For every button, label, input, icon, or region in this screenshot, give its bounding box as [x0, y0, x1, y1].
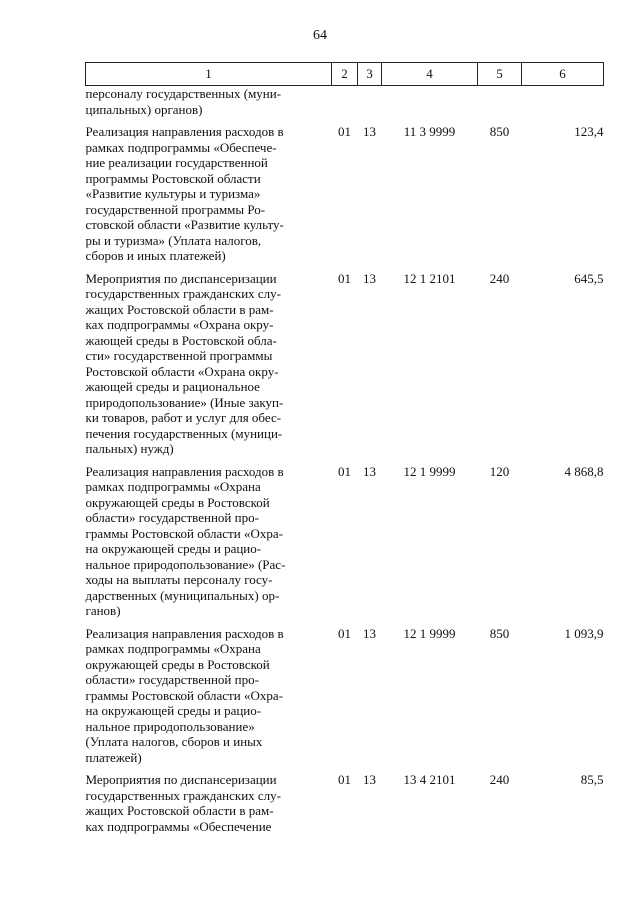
desc-line: Мероприятия по диспансеризации [85, 270, 277, 286]
desc-line: ние реализации государственной [85, 155, 268, 170]
target-article-code: 12 1 2101 [403, 270, 456, 286]
section-code: 01 [338, 772, 351, 787]
table-body [86, 86, 604, 835]
header-col-5: 5 [478, 63, 522, 86]
table-row [86, 772, 604, 834]
desc-line: дарственных (муниципальных) ор- [85, 587, 280, 603]
row-description [86, 271, 332, 457]
subsection-code: 13 [363, 270, 376, 286]
desc-line: стовской области «Развитие культу- [85, 217, 284, 232]
desc-line: окружающей среды в Ростовской [85, 494, 270, 510]
row-description [86, 772, 332, 834]
desc-line: ходы на выплаты персоналу госу- [85, 572, 273, 587]
section-code: 01 [338, 124, 351, 139]
desc-line: государственных гражданских слу- [85, 787, 281, 803]
table-row [86, 626, 604, 766]
desc-line: ках подпрограммы «Охрана окру- [85, 317, 274, 332]
desc-line: сти» государственной программы [85, 348, 273, 363]
amount: 4 868,8 [564, 463, 604, 479]
desc-line: Реализация направления расходов в [85, 463, 284, 479]
continuation-description [86, 86, 332, 118]
desc-line: области» государственной про- [85, 510, 259, 525]
page-number: 64 [313, 28, 327, 43]
desc-line: Реализация направления расходов в [85, 124, 284, 139]
amount: 123,4 [574, 124, 604, 139]
desc-line: рамках подпрограммы «Охрана [85, 641, 261, 656]
subsection-code: 13 [363, 463, 376, 479]
desc-line: жающей среды в Ростовской обла- [85, 332, 277, 348]
target-article-code: 12 1 9999 [403, 625, 456, 641]
desc-line: ры и туризма» (Уплата налогов, [85, 232, 262, 248]
desc-line: пальных) нужд) [85, 441, 174, 456]
subsection-code: 13 [363, 625, 376, 641]
expense-type-code: 240 [489, 270, 510, 286]
desc-line: рамках подпрограммы «Обеспече- [85, 139, 277, 155]
row-description [86, 464, 332, 619]
expense-type-code: 240 [489, 772, 510, 787]
row-description [86, 626, 332, 766]
row-description [86, 124, 332, 264]
budget-table [85, 62, 604, 834]
desc-line: жащих Ростовской области в рам- [85, 803, 274, 818]
desc-line: (Уплата налогов, сборов и иных [85, 734, 263, 749]
expense-type-code: 850 [489, 625, 510, 641]
header-row [86, 63, 604, 86]
desc-line: жающей среды и рациональное [85, 379, 260, 394]
continuation-row [86, 86, 604, 118]
desc-line: Ростовской области «Охрана окру- [85, 363, 279, 379]
subsection-code: 13 [363, 124, 376, 139]
expense-type-code: 120 [489, 463, 510, 479]
header-col-1: 1 [86, 63, 332, 86]
desc-line: государственных гражданских слу- [85, 286, 281, 301]
desc-line: «Развитие культуры и туризма» [85, 186, 261, 201]
desc-line: Реализация направления расходов в [85, 625, 284, 641]
header-col-6: 6 [522, 63, 604, 86]
amount: 1 093,9 [564, 625, 604, 641]
subsection-code: 13 [363, 772, 376, 787]
desc-line: платежей) [85, 749, 142, 765]
section-code: 01 [338, 463, 351, 479]
desc-line: ганов) [85, 603, 121, 618]
desc-line: Мероприятия по диспансеризации [85, 772, 277, 787]
header-col-3: 3 [358, 63, 382, 86]
desc-line: нальное природопользование» (Рас- [85, 556, 286, 572]
header-col-2: 2 [332, 63, 358, 86]
table-row [86, 271, 604, 457]
target-article-code: 13 4 2101 [403, 772, 456, 787]
desc-line: ки товаров, работ и услуг для обес- [85, 410, 282, 425]
section-code: 01 [338, 270, 351, 286]
desc-line: персоналу государственных (муни- [85, 86, 282, 101]
desc-line: области» государственной про- [85, 672, 259, 687]
desc-line: жащих Ростовской области в рам- [85, 301, 274, 317]
amount: 645,5 [574, 270, 604, 286]
amount: 85,5 [580, 772, 604, 787]
desc-line: граммы Ростовской области «Охра- [85, 525, 283, 541]
expense-type-code: 850 [489, 124, 510, 139]
target-article-code: 11 3 9999 [403, 124, 456, 139]
desc-line: программы Ростовской области [85, 170, 261, 186]
desc-line: ках подпрограммы «Обеспечение [85, 818, 272, 834]
desc-line: граммы Ростовской области «Охра- [85, 687, 283, 703]
desc-line: сборов и иных платежей) [85, 248, 226, 263]
table-row [86, 124, 604, 264]
table-row [86, 464, 604, 619]
desc-line: печения государственных (муници- [85, 425, 283, 441]
table-header [86, 63, 604, 86]
desc-line: рамках подпрограммы «Охрана [85, 479, 261, 494]
desc-line: государственной программы Ро- [85, 201, 266, 217]
desc-line: на окружающей среды и рацио- [85, 541, 262, 556]
section-code: 01 [338, 625, 351, 641]
desc-line: природопользование» (Иные закуп- [85, 394, 284, 410]
desc-line: окружающей среды в Ростовской [85, 656, 270, 672]
desc-line: на окружающей среды и рацио- [85, 703, 262, 718]
target-article-code: 12 1 9999 [403, 463, 456, 479]
desc-line: ципальных) органов) [85, 101, 203, 117]
desc-line: нальное природопользование» [85, 718, 255, 734]
header-col-4: 4 [382, 63, 478, 86]
